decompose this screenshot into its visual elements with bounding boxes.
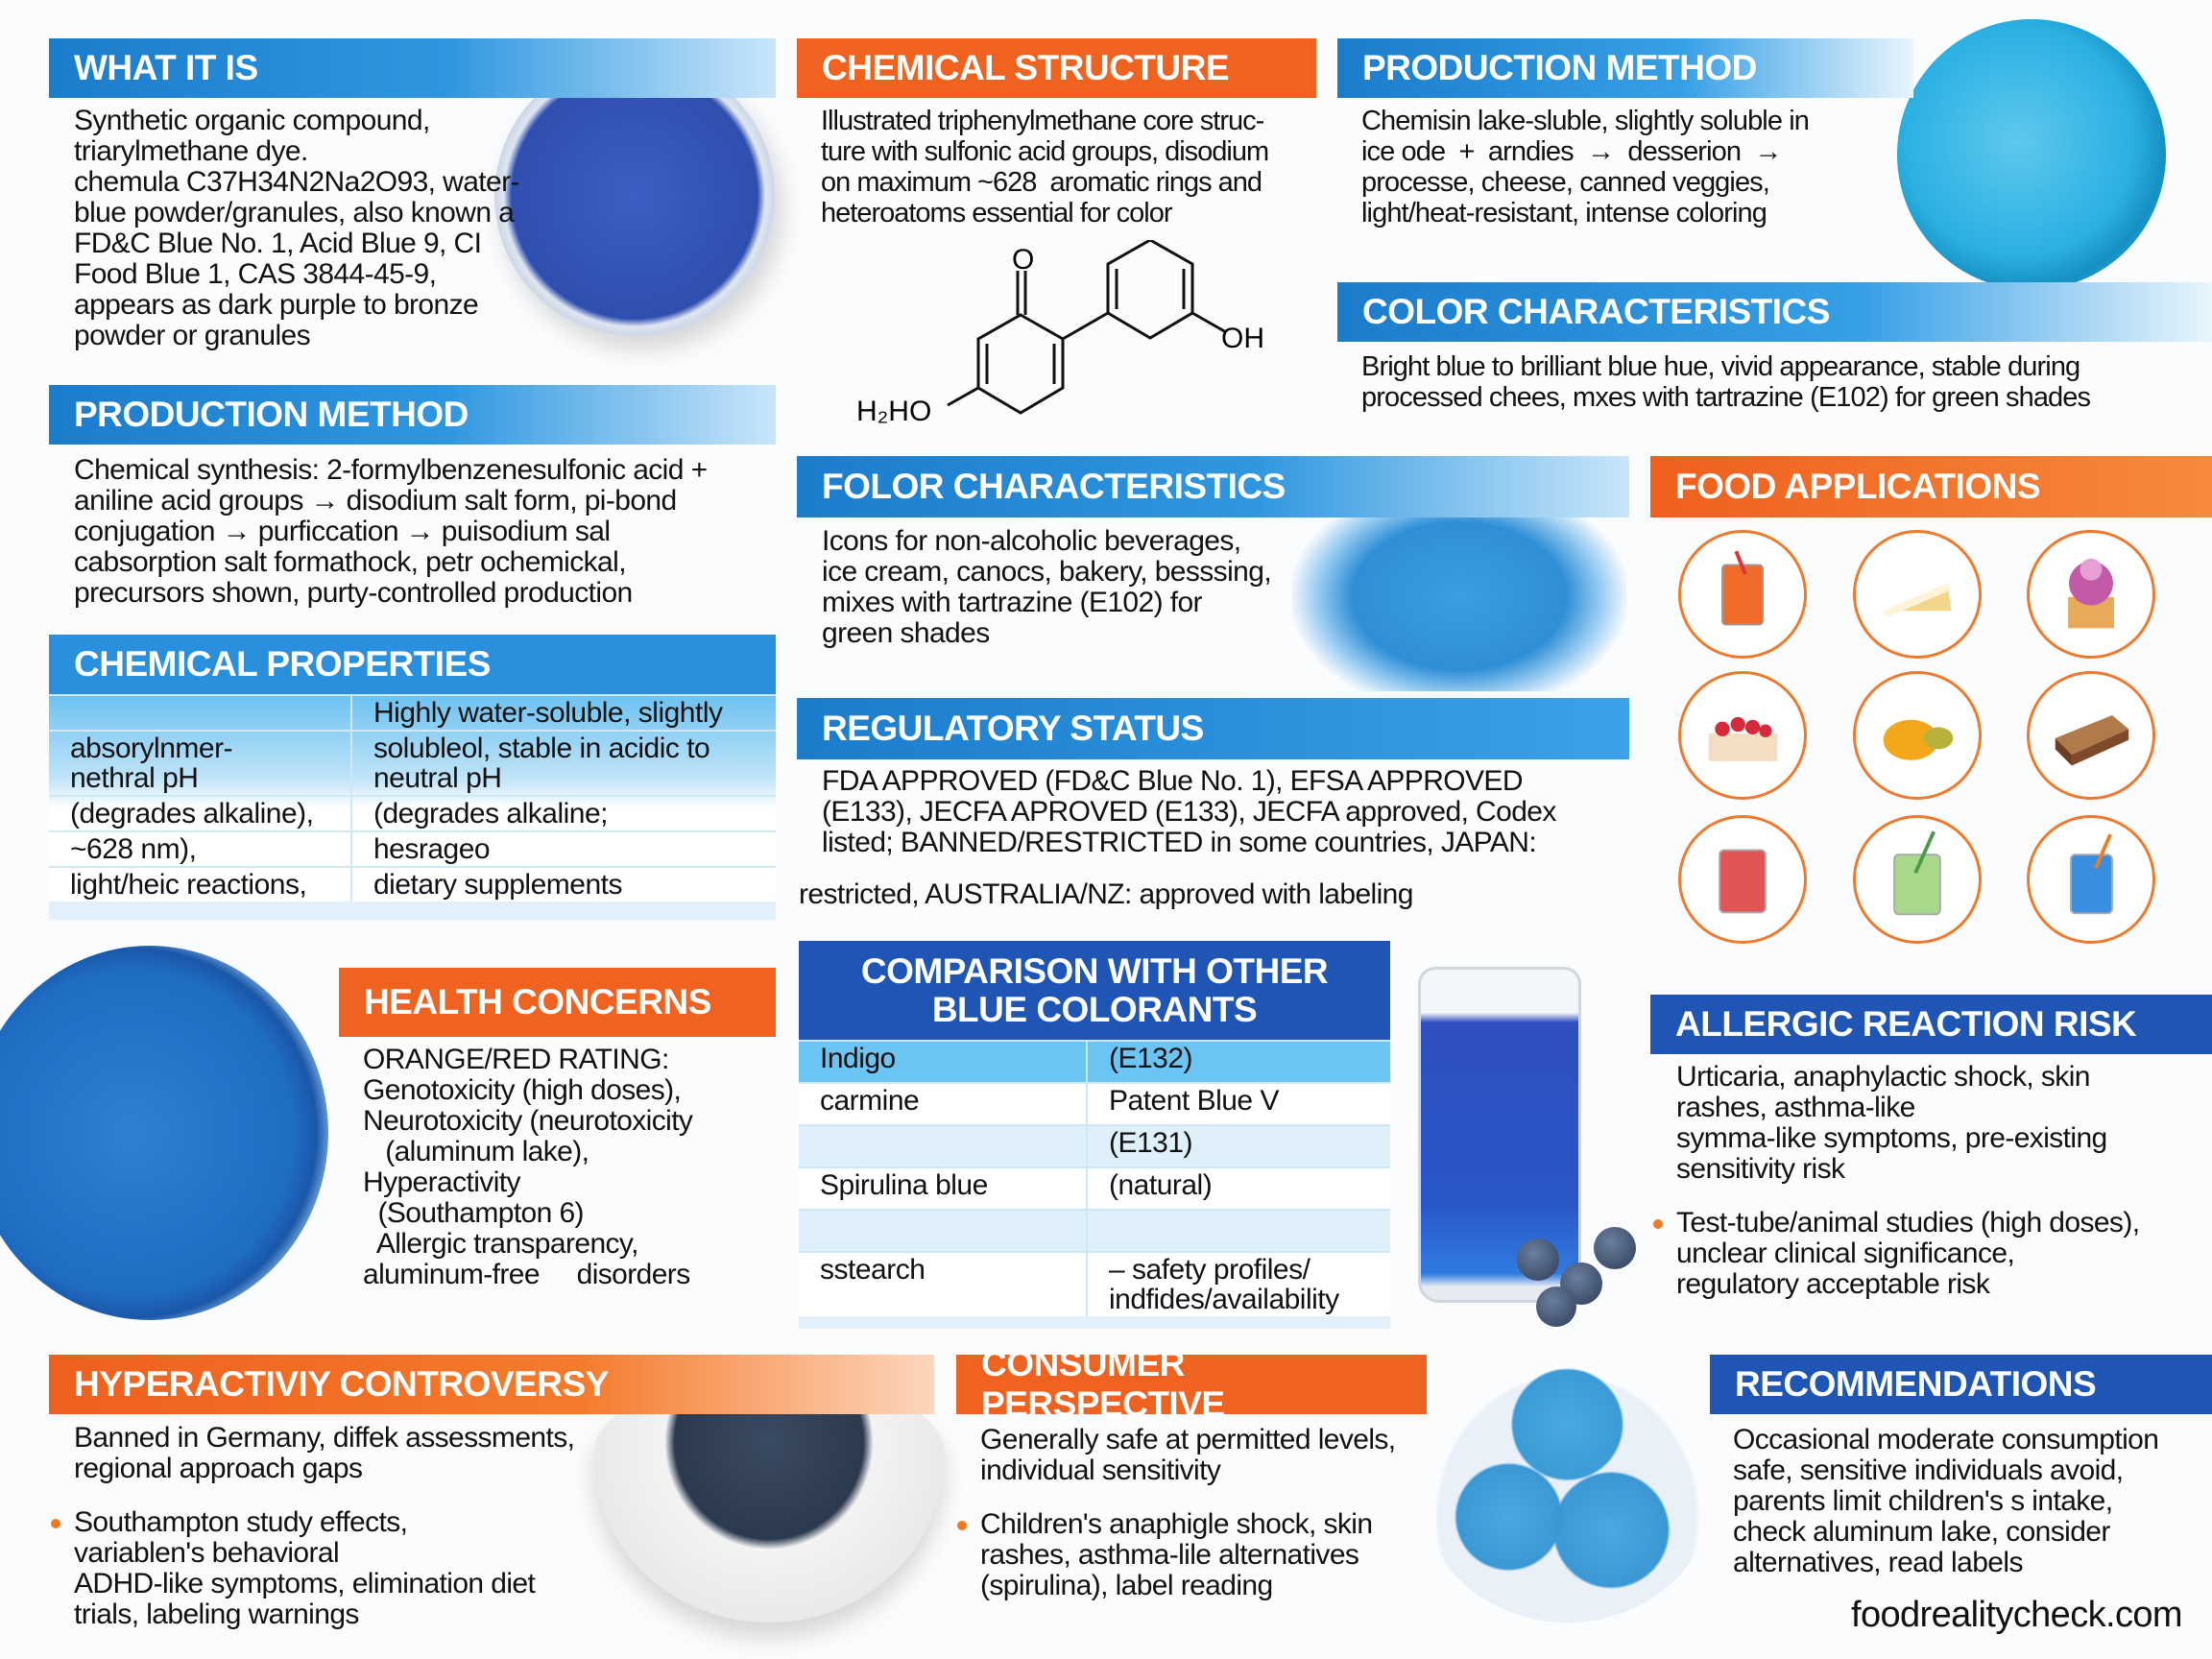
- production-left-text: [74, 455, 708, 632]
- table-row: [49, 831, 776, 867]
- ice-cream-cup-icon: [2027, 530, 2155, 659]
- text-line: Illustrated triphenylmethane core struc-: [821, 106, 1264, 136]
- text-line: triarylmethane dye.: [74, 135, 308, 167]
- regulatory-status-title: REGULATORY STATUS: [822, 709, 1204, 748]
- text-line: aluminum-free disorders: [363, 1259, 690, 1290]
- site-watermark: foodrealitycheck.com: [1851, 1595, 2182, 1635]
- paragraph: [74, 1423, 574, 1484]
- text-line: Urticaria, anaphylactic shock, skin: [1676, 1061, 2090, 1093]
- chemical-structure-text: [821, 106, 1268, 252]
- text-line: precursors shown, purty-controlled production: [74, 577, 633, 609]
- text-line: listed; BANNED/RESTRICTED in some countries, JAPAN:: [822, 827, 1537, 858]
- table-cell: (natural): [1087, 1167, 1390, 1210]
- hyperactivity-text: [74, 1423, 574, 1653]
- text-line: ice cream, canocs, bakery, besssing,: [822, 556, 1272, 588]
- text-line: trials, labeling warnings: [74, 1599, 359, 1630]
- health-concerns-header: [339, 968, 776, 1037]
- folor-characteristics-title: FOLOR CHARACTERISTICS: [822, 467, 1286, 506]
- text-line: blue powder/granules, also known a: [74, 197, 515, 228]
- text-line: Food Blue 1, CAS 3844-45-9,: [74, 258, 437, 290]
- production-method-right-header: [1337, 38, 1913, 98]
- text-line: Hyperactivity: [363, 1166, 520, 1198]
- regulatory-status-last-line: restricted, AUSTRALIA/NZ: approved with labeling: [799, 878, 1413, 910]
- table-cell: [49, 695, 351, 731]
- text-line: mixes with tartrazine (E102) for: [822, 587, 1202, 618]
- text-line: Chemisin lake-sluble, slightly soluble in: [1361, 106, 1809, 136]
- table-row: [49, 796, 776, 831]
- h2ho-label: H₂HO: [856, 396, 932, 427]
- table-cell: Patent Blue V: [1087, 1083, 1390, 1125]
- consumer-text: [980, 1425, 1396, 1624]
- chemical-properties-header: [49, 635, 776, 694]
- production-method-left-header: [49, 385, 776, 445]
- text-line: conjugation → purficcation → puisodium sal: [74, 516, 611, 547]
- bullet-paragraph: [1676, 1208, 2139, 1300]
- table-row: [799, 1083, 1390, 1125]
- comparison-table: [799, 1040, 1390, 1316]
- production-left-title: PRODUCTION METHOD: [74, 395, 469, 434]
- hyperactivity-header: [49, 1355, 934, 1414]
- allergic-title: ALLERGIC REACTION RISK: [1675, 1004, 2137, 1044]
- what-it-is-header: [49, 38, 776, 98]
- paragraph: [363, 1045, 692, 1290]
- table-cell: (E131): [1087, 1125, 1390, 1167]
- benzene-ring-right: [1108, 240, 1192, 338]
- production-right-title: PRODUCTION METHOD: [1362, 48, 1757, 87]
- text-line: regulatory acceptable risk: [1676, 1268, 1990, 1300]
- text-line: unclear clinical significance,: [1676, 1238, 2015, 1269]
- table-cell: Indigo: [799, 1041, 1087, 1083]
- paragraph: [980, 1425, 1396, 1486]
- comparison-title-line: BLUE COLORANTS: [931, 989, 1258, 1029]
- blue-liquid-dish-image: [1897, 19, 2166, 290]
- text-line: Occasional moderate consumption: [1733, 1424, 2159, 1455]
- recommendations-title: RECOMMENDATIONS: [1735, 1364, 2097, 1404]
- table-row: [799, 1167, 1390, 1210]
- food-applications-title: FOOD APPLICATIONS: [1675, 467, 2040, 506]
- text-line: sensitivity risk: [1676, 1153, 1845, 1185]
- regulatory-status-header: [797, 698, 1629, 759]
- table-cell: – safety profiles/ indfides/availability: [1087, 1252, 1390, 1316]
- chemical-properties-title: CHEMICAL PROPERTIES: [74, 644, 491, 684]
- text-line: processed chees, mxes with tartrazine (E102) for green shades: [1361, 382, 2091, 413]
- text-line: ture with sulfonic acid groups, disodium: [821, 136, 1269, 167]
- table-row: [799, 1252, 1390, 1316]
- text-line: Icons for non-alcoholic beverages,: [822, 525, 1241, 557]
- table-row: [49, 695, 776, 731]
- paragraph: [1361, 351, 2090, 413]
- text-line: heteroatoms essential for color: [821, 198, 1172, 228]
- table-cell: hesrageo: [351, 831, 776, 867]
- table-cell: light/heic reactions,: [49, 867, 351, 902]
- table-cell: [799, 1125, 1087, 1167]
- consumer-perspective-header: [956, 1344, 1427, 1424]
- text-line: Children's anaphigle shock, skin: [980, 1508, 1373, 1540]
- text-line: Bright blue to brilliant blue hue, vivid appearance, stable during: [1361, 351, 2080, 382]
- text-line: chemula C37H34N2Na2O93, water-: [74, 166, 519, 198]
- text-line: on maximum ~628 aromatic rings and: [821, 167, 1262, 198]
- oxygen-atom-label: O: [1012, 244, 1035, 276]
- table-cell: solubleol, stable in acidic to neutral pH: [351, 731, 776, 796]
- comparison-header: [799, 941, 1390, 1040]
- consumer-title: CONSUMER PERSPECTIVE: [981, 1344, 1225, 1424]
- text-line: green shades: [822, 617, 990, 649]
- what-it-is-title: WHAT IT IS: [74, 48, 258, 87]
- text-line: Chemical synthesis: 2-formylbenzenesulfonic acid +: [74, 454, 708, 486]
- text-line: individual sensitivity: [980, 1455, 1221, 1486]
- table-cell: absorylnmer- nethral pH: [49, 731, 351, 796]
- table-cell: ~628 nm),: [49, 831, 351, 867]
- paragraph: [822, 766, 1556, 858]
- text-line: cabsorption salt formathock, petr ochemickal,: [74, 546, 626, 578]
- text-line: Banned in Germany, diffek assessments,: [74, 1422, 575, 1454]
- text-line: (spirulina), label reading: [980, 1570, 1273, 1601]
- text-line: check aluminum lake, consider: [1733, 1516, 2110, 1548]
- mango-icon: [1853, 671, 1982, 800]
- bullet-paragraph: [980, 1509, 1396, 1601]
- paragraph: [74, 106, 519, 351]
- text-line: aniline acid groups → disodium salt form, pi-bond: [74, 485, 677, 517]
- table-row: [799, 1125, 1390, 1167]
- what-it-is-text: [74, 106, 519, 374]
- paragraph: [1361, 106, 1809, 228]
- dark-powder-bowl-image: [593, 1382, 945, 1623]
- chocolate-wafer-icon: [2027, 671, 2155, 800]
- text-line: (E133), JECFA APROVED (E133), JECFA approved, Codex: [822, 796, 1556, 828]
- text-line: FDA APPROVED (FD&C Blue No. 1), EFSA APPROVED: [822, 765, 1523, 797]
- text-line: powder or granules: [74, 320, 311, 351]
- text-line: ADHD-like symptoms, elimination diet: [74, 1568, 536, 1599]
- health-concerns-text: [363, 1045, 692, 1313]
- blueberry-image: [1517, 1238, 1559, 1281]
- table-cell: sstearch: [799, 1252, 1087, 1316]
- folor-characteristics-text: [822, 526, 1271, 672]
- juice-glass-icon: [1678, 530, 1807, 659]
- text-line: FD&C Blue No. 1, Acid Blue 9, CI: [74, 228, 482, 259]
- text-line: processe, cheese, canned veggies,: [1361, 167, 1769, 198]
- blueberry-image: [1536, 1286, 1576, 1327]
- chemical-structure-header: [797, 38, 1316, 98]
- blueberry-image: [1594, 1227, 1636, 1269]
- color-characteristics-title: COLOR CHARACTERISTICS: [1362, 292, 1830, 331]
- health-concerns-title: HEALTH CONCERNS: [364, 982, 711, 1022]
- paragraph: [822, 526, 1271, 649]
- recommendations-header: [1710, 1355, 2212, 1414]
- text-line: alternatives, read labels: [1733, 1547, 2023, 1578]
- color-characteristics-header: [1337, 282, 2212, 342]
- regulatory-status-text: [822, 766, 1556, 881]
- table-cell: Highly water-soluble, slightly: [351, 695, 776, 731]
- bullet-paragraph: [74, 1507, 574, 1630]
- text-line: Test-tube/animal studies (high doses),: [1676, 1207, 2140, 1238]
- table-row: [799, 1041, 1390, 1083]
- cake-slice-icon: [1853, 530, 1982, 659]
- table-cell: (E132): [1087, 1041, 1390, 1083]
- blue-liquid-petri-image: [0, 946, 328, 1320]
- text-line: Genotoxicity (high doses),: [363, 1074, 682, 1106]
- table-row: [49, 867, 776, 902]
- table-cell: (degrades alkaline;: [351, 796, 776, 831]
- table-cell: Spirulina blue: [799, 1167, 1087, 1210]
- text-line: symma-like symptoms, pre-existing: [1676, 1122, 2107, 1154]
- recommendations-text: [1733, 1425, 2158, 1601]
- table-cell: [1087, 1210, 1390, 1252]
- red-drink-icon: [1678, 815, 1807, 944]
- food-applications-header: [1650, 456, 2212, 517]
- green-drink-straw-icon: [1853, 815, 1982, 944]
- blue-drink-straw-icon: [2027, 815, 2155, 944]
- text-line: Southampton study effects,: [74, 1506, 408, 1538]
- text-line: (Southampton 6): [363, 1197, 584, 1229]
- production-right-text: [1361, 106, 1809, 252]
- table-row: [49, 731, 776, 796]
- hydroxyl-label: OH: [1221, 323, 1264, 354]
- allergic-reaction-header: [1650, 995, 2212, 1054]
- table-cell: carmine: [799, 1083, 1087, 1125]
- text-line: (aluminum lake),: [363, 1136, 589, 1167]
- paragraph: [821, 106, 1268, 228]
- berry-cake-icon: [1678, 671, 1807, 800]
- chemical-structure-title: CHEMICAL STRUCTURE: [822, 48, 1230, 87]
- comparison-title-line: COMPARISON WITH OTHER: [860, 950, 1329, 991]
- text-line: Synthetic organic compound,: [74, 105, 430, 136]
- text-line: Neurotoxicity (neurotoxicity: [363, 1105, 693, 1137]
- hyperactivity-title: HYPERACTIVIY CONTROVERSY: [74, 1364, 609, 1404]
- text-line: light/heat-resistant, intense coloring: [1361, 198, 1767, 228]
- text-line: rashes, asthma-lile alternatives: [980, 1539, 1359, 1571]
- text-line: safe, sensitive individuals avoid,: [1733, 1455, 2124, 1486]
- table-cell: (degrades alkaline),: [49, 796, 351, 831]
- text-line: Allergic transparency,: [363, 1228, 638, 1260]
- table-row: [799, 1210, 1390, 1252]
- table-cell: dietary supplements: [351, 867, 776, 902]
- blue-ice-cream-bowl-image: [1421, 1358, 1714, 1623]
- text-line: variablen's behavioral: [74, 1537, 340, 1569]
- chemical-structure-diagram: [847, 240, 1269, 432]
- paragraph: [1676, 1062, 2139, 1185]
- paragraph: [1733, 1425, 2158, 1578]
- benzene-ring-left: [978, 315, 1063, 413]
- text-line: Generally safe at permitted levels,: [980, 1424, 1396, 1455]
- text-line: appears as dark purple to bronze: [74, 289, 479, 321]
- text-line: rashes, asthma-like: [1676, 1092, 1915, 1123]
- text-line: ice ode + arndies → desserion →: [1361, 136, 1782, 167]
- allergic-text: [1676, 1062, 2139, 1323]
- text-line: regional approach gaps: [74, 1453, 363, 1484]
- chemical-properties-table: [49, 694, 776, 902]
- folor-characteristics-header: [797, 456, 1629, 517]
- text-line: ORANGE/RED RATING:: [363, 1044, 669, 1075]
- color-characteristics-text: [1361, 351, 2090, 436]
- paragraph: [74, 455, 708, 609]
- text-line: parents limit children's s intake,: [1733, 1485, 2113, 1517]
- table-cell: [799, 1210, 1087, 1252]
